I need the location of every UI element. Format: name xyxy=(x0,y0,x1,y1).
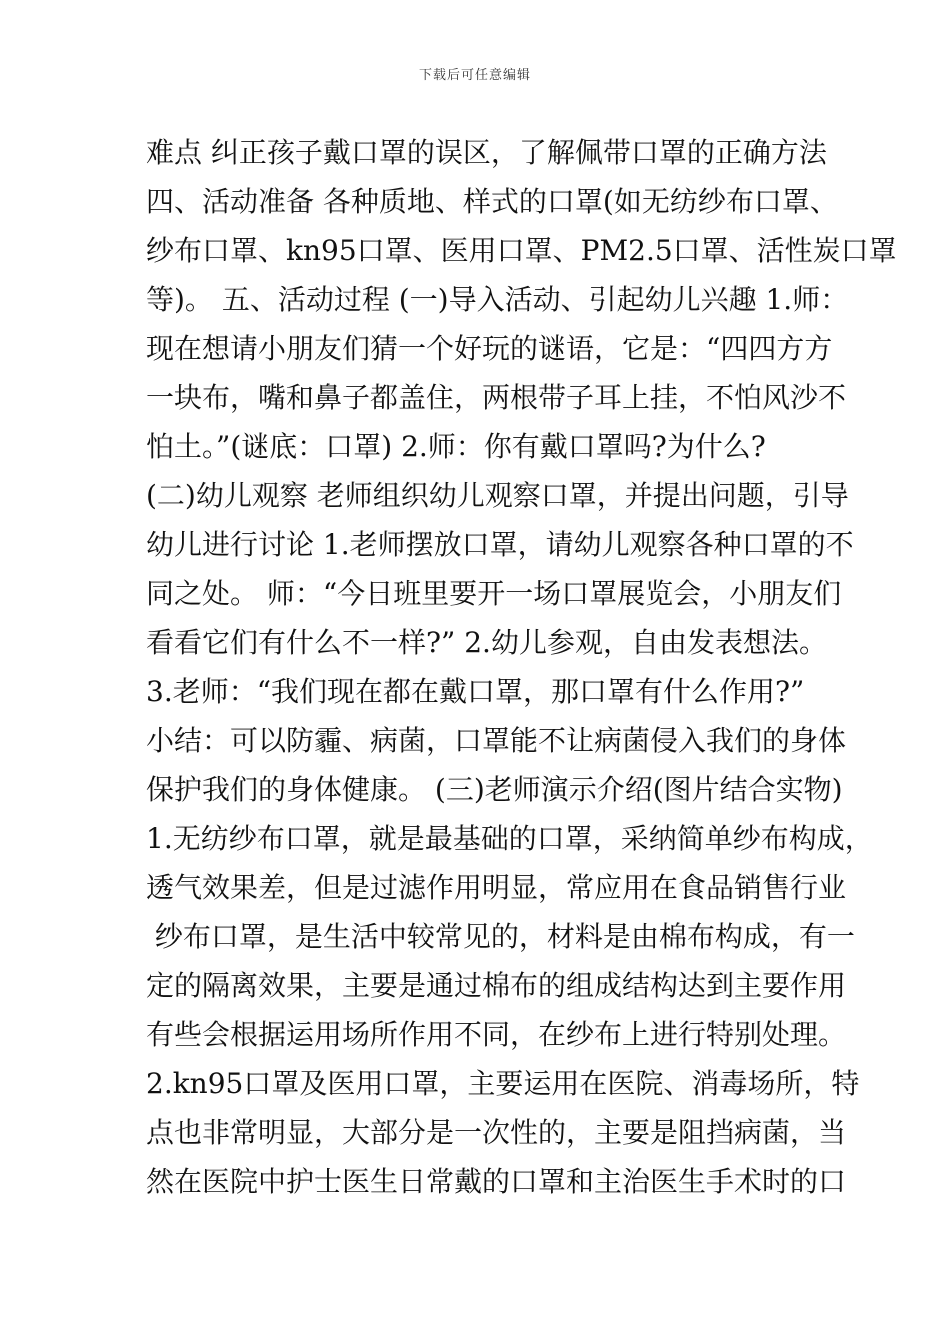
text-line: 有些会根据运用场所作用不同，在纱布上进行特别处理。 xyxy=(146,1018,847,1051)
text-line: 小结：可以防霾、病菌，口罩能不让病菌侵入我们的身体 xyxy=(146,724,847,757)
text-line: (二)幼儿观察 老师组织幼儿观察口罩，并提出问题，引导 xyxy=(146,479,849,512)
text-line: 四、活动准备 各种质地、样式的口罩(如无纺纱布口罩、 xyxy=(146,185,838,218)
page-header: 下载后可任意编辑 xyxy=(418,68,531,83)
text-line: 等)。 五、活动过程 (一)导入活动、引起幼儿兴趣 1.师： xyxy=(146,283,849,316)
text-line: 1.无纺纱布口罩，就是最基础的口罩，采纳简单纱布构成， xyxy=(146,822,873,855)
text-line: 纱布口罩，是生活中较常见的，材料是由棉布构成，有一 xyxy=(146,920,855,953)
text-line: 难点 纠正孩子戴口罩的误区，了解佩带口罩的正确方法 xyxy=(146,136,827,169)
text-line: 同之处。 师：“今日班里要开一场口罩展览会，小朋友们 xyxy=(146,577,842,610)
text-line: 然在医院中护士医生日常戴的口罩和主治医生手术时的口 xyxy=(146,1165,847,1198)
text-line: 保护我们的身体健康。 (三)老师演示介绍(图片结合实物) xyxy=(146,773,843,806)
text-line: 纱布口罩、kn95口罩、医用口罩、PM2.5口罩、活性炭口罩 xyxy=(146,234,897,267)
text-line: 看看它们有什么不一样?” 2.幼儿参观，自由发表想法。 xyxy=(146,626,827,659)
text-line: 现在想请小朋友们猜一个好玩的谜语，它是：“四四方方 xyxy=(146,332,833,365)
text-line: 一块布，嘴和鼻子都盖住，两根带子耳上挂，不怕风沙不 xyxy=(146,381,847,414)
text-line: 幼儿进行讨论 1.老师摆放口罩，请幼儿观察各种口罩的不 xyxy=(146,528,854,561)
text-line: 3.老师：“我们现在都在戴口罩，那口罩有什么作用?” xyxy=(146,675,805,708)
text-line: 怕土。”(谜底：口罩) 2.师：你有戴口罩吗?为什么? xyxy=(146,430,766,463)
document-body xyxy=(146,128,897,1206)
text-line: 点也非常明显，大部分是一次性的，主要是阻挡病菌，当 xyxy=(146,1116,847,1149)
text-line: 2.kn95口罩及医用口罩，主要运用在医院、消毒场所，特 xyxy=(146,1067,860,1100)
text-line: 定的隔离效果，主要是通过棉布的组成结构达到主要作用 xyxy=(146,969,847,1002)
text-line: 透气效果差，但是过滤作用明显，常应用在食品销售行业 xyxy=(146,871,847,904)
